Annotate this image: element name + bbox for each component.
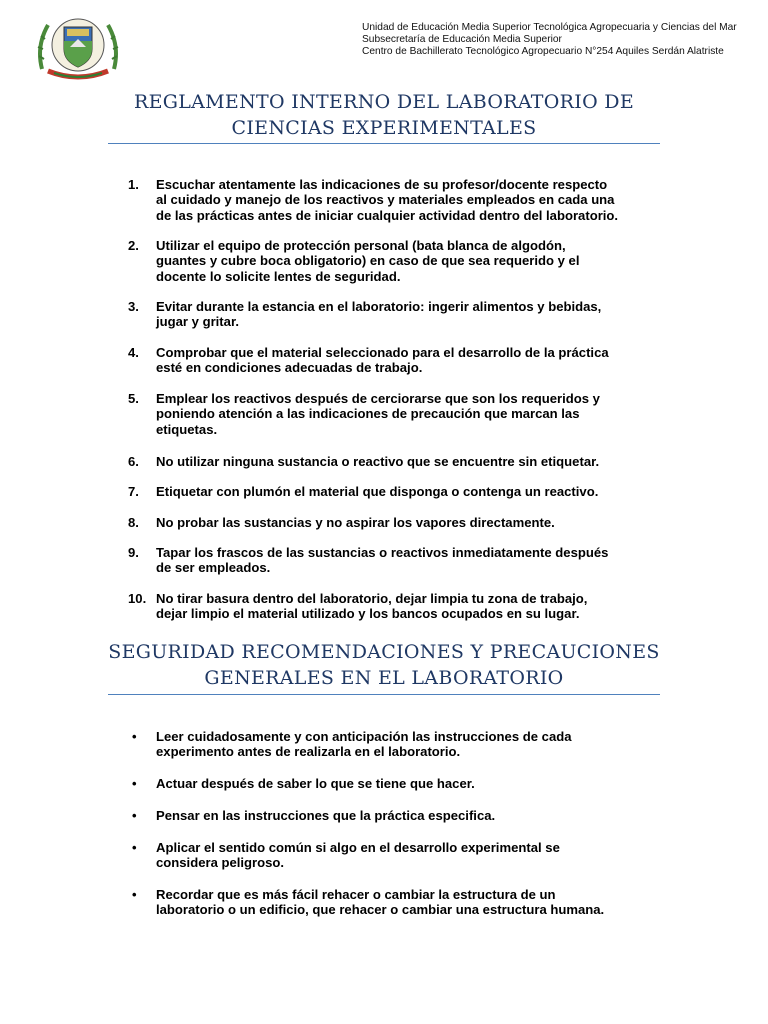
precaution-text: laboratorio o un edificio, que rehacer o cambiar una estructura humana.	[156, 902, 605, 918]
rule-text: No utilizar ninguna sustancia o reactivo que se encuentre sin etiquetar.	[156, 454, 600, 469]
rule-number: 1.	[128, 177, 139, 192]
rule-text: jugar y gritar.	[156, 314, 239, 330]
bullet-icon: •	[132, 729, 137, 744]
bullet-icon: •	[132, 808, 137, 823]
rule-number: 6.	[128, 454, 139, 469]
school-emblem-logo	[34, 11, 122, 81]
section1-title	[108, 89, 660, 141]
rule-text: docente lo solicite lentes de seguridad.	[156, 268, 401, 284]
rule-number: 10.	[128, 591, 147, 606]
precaution-text: Leer cuidadosamente y con anticipación las instrucciones de cada	[156, 729, 572, 744]
rule-text: Escuchar atentamente las indicaciones de su profesor/docente respecto	[156, 177, 608, 192]
precaution-text: Actuar después de saber lo que se tiene que hacer.	[156, 776, 475, 791]
rule-text: Utilizar el equipo de protección personal (bata blanca de algodón,	[156, 238, 566, 253]
rule-text: Evitar durante la estancia en el laboratorio: ingerir alimentos y bebidas,	[156, 299, 602, 314]
section1-divider	[108, 143, 660, 144]
section1-title-line: REGLAMENTO INTERNO DEL LABORATORIO DE	[133, 91, 634, 113]
rule-text: No tirar basura dentro del laboratorio, dejar limpia tu zona de trabajo,	[156, 591, 588, 606]
section1-title-line: CIENCIAS EXPERIMENTALES	[231, 117, 537, 139]
rule-text: poniendo atención a las indicaciones de precaución que marcan las	[156, 406, 580, 422]
rule-text: al cuidado y manejo de los reactivos y materiales empleados en cada una	[156, 192, 615, 208]
rule-text: Emplear los reactivos después de cerciorarse que son los requeridos y	[156, 391, 600, 406]
section2-divider	[108, 694, 660, 695]
rule-text: esté en condiciones adecuadas de trabajo.	[156, 360, 423, 376]
rule-number: 4.	[128, 345, 139, 360]
header-line-1: Unidad de Educación Media Superior Tecnológica Agropecuaria y Ciencias del Mar	[362, 22, 737, 33]
rule-number: 9.	[128, 545, 139, 560]
rule-text: de ser empleados.	[156, 560, 271, 576]
section2-title	[108, 639, 660, 691]
header-line-2: Subsecretaría de Educación Media Superior	[362, 34, 562, 45]
institution-header	[362, 22, 737, 58]
rule-text: Etiquetar con plumón el material que disponga o contenga un reactivo.	[156, 484, 599, 499]
section2-title-line: GENERALES EN EL LABORATORIO	[204, 667, 564, 689]
precaution-text: experimento antes de realizarla en el laboratorio.	[156, 744, 461, 760]
rule-text: Comprobar que el material seleccionado para el desarrollo de la práctica	[156, 345, 609, 360]
rule-text: Tapar los frascos de las sustancias o reactivos inmediatamente después	[156, 545, 609, 560]
precaution-text: Pensar en las instrucciones que la práctica especifica.	[156, 808, 496, 823]
rule-text: de las prácticas antes de iniciar cualquier actividad dentro del laboratorio.	[156, 207, 619, 223]
rule-number: 2.	[128, 238, 139, 253]
rule-number: 3.	[128, 299, 139, 314]
bullet-icon: •	[132, 887, 137, 902]
rule-number: 5.	[128, 391, 139, 406]
rule-text: No probar las sustancias y no aspirar los vapores directamente.	[156, 515, 555, 530]
section2-title-line: SEGURIDAD RECOMENDACIONES Y PRECAUCIONES	[108, 641, 660, 663]
rule-number: 7.	[128, 484, 139, 499]
header-line-3: Centro de Bachillerato Tecnológico Agropecuario N°254 Aquiles Serdán Alatriste	[362, 46, 724, 57]
precaution-text: Recordar que es más fácil rehacer o cambiar la estructura de un	[156, 887, 556, 902]
rule-text: dejar limpio el material utilizado y los bancos ocupados en su lugar.	[156, 606, 580, 622]
precaution-text: considera peligroso.	[156, 855, 285, 871]
precaution-text: Aplicar el sentido común si algo en el desarrollo experimental se	[156, 840, 560, 855]
rule-text: etiquetas.	[156, 421, 218, 437]
bullet-icon: •	[132, 840, 137, 855]
rule-text: guantes y cubre boca obligatorio) en caso de que sea requerido y el	[156, 253, 580, 269]
rule-number: 8.	[128, 515, 139, 530]
bullet-icon: •	[132, 776, 137, 791]
